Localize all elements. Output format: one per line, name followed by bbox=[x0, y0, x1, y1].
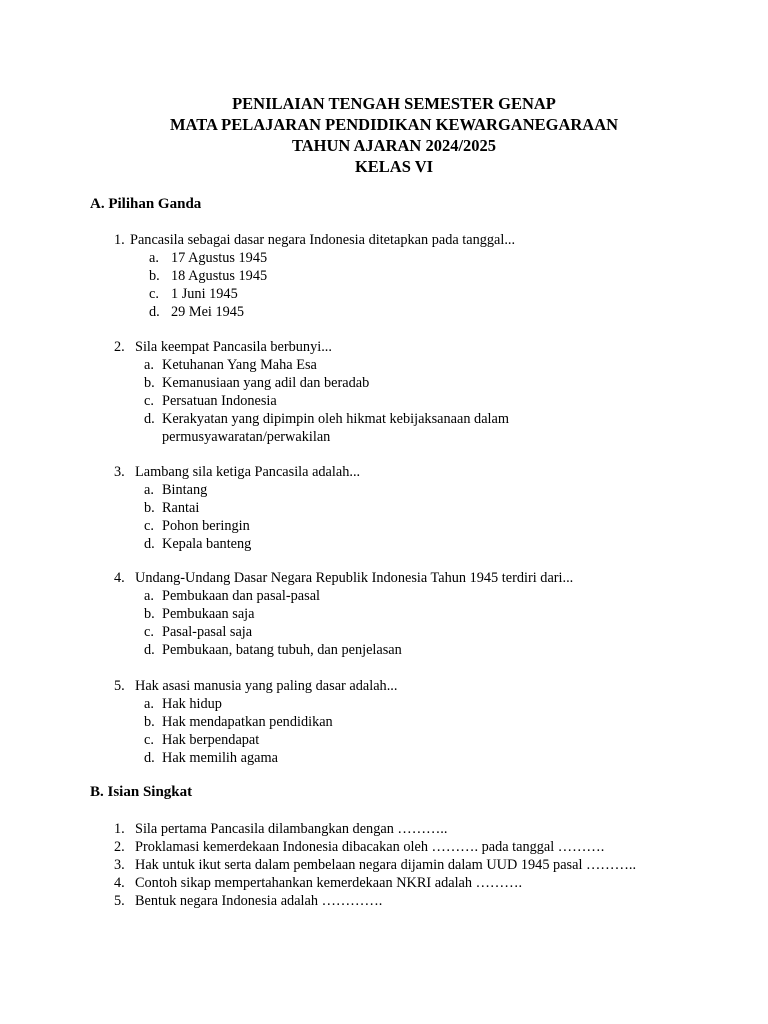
section-heading-multiple-choice: A. Pilihan Ganda bbox=[90, 196, 202, 212]
title-line-subject: MATA PELAJARAN PENDIDIKAN KEWARGANEGARAAN bbox=[169, 115, 619, 134]
document-title bbox=[0, 93, 768, 177]
option-text: Kerakyatan yang dipimpin oleh hikmat kebijaksanaan dalam permusyawaratan/perwakilan bbox=[162, 411, 509, 445]
option-text: 18 Agustus 1945 bbox=[171, 268, 268, 284]
option-letter: a. bbox=[149, 250, 159, 266]
option-letter: c. bbox=[144, 624, 154, 640]
option-c bbox=[0, 731, 768, 749]
question-number: 1. bbox=[114, 232, 125, 248]
option-a bbox=[0, 481, 768, 499]
question-number: 5. bbox=[114, 678, 125, 694]
question-text: Lambang sila ketiga Pancasila adalah... bbox=[135, 464, 361, 480]
option-b bbox=[0, 267, 768, 285]
option-c bbox=[0, 392, 768, 410]
option-b bbox=[0, 605, 768, 623]
option-d bbox=[0, 641, 768, 659]
option-c bbox=[0, 517, 768, 535]
item-text: Sila pertama Pancasila dilambangkan dengan ……….. bbox=[135, 821, 448, 837]
option-d bbox=[0, 303, 768, 321]
option-a bbox=[0, 249, 768, 267]
option-text: Bintang bbox=[162, 482, 208, 498]
option-text: Pasal-pasal saja bbox=[162, 624, 253, 640]
option-letter: a. bbox=[144, 696, 154, 712]
option-text: Hak memilih agama bbox=[162, 750, 278, 766]
item-number: 1. bbox=[114, 821, 125, 837]
option-letter: c. bbox=[149, 286, 159, 302]
option-d bbox=[0, 535, 768, 553]
option-letter: b. bbox=[149, 268, 160, 284]
option-letter: a. bbox=[144, 482, 154, 498]
short-answer-item-3 bbox=[0, 856, 768, 874]
option-letter: d. bbox=[144, 642, 155, 658]
option-letter: b. bbox=[144, 375, 155, 391]
section-heading-short-answer: B. Isian Singkat bbox=[90, 784, 193, 800]
question-number: 2. bbox=[114, 339, 125, 355]
item-text: Hak untuk ikut serta dalam pembelaan negara dijamin dalam UUD 1945 pasal ……….. bbox=[135, 857, 637, 873]
item-text: Proklamasi kemerdekaan Indonesia dibacakan oleh ………. pada tanggal ………. bbox=[135, 839, 605, 855]
option-b bbox=[0, 713, 768, 731]
option-text: Hak hidup bbox=[162, 696, 222, 712]
option-text: Pembukaan dan pasal-pasal bbox=[162, 588, 321, 604]
item-number: 3. bbox=[114, 857, 125, 873]
item-text: Bentuk negara Indonesia adalah …………. bbox=[135, 893, 383, 909]
item-number: 5. bbox=[114, 893, 125, 909]
item-number: 2. bbox=[114, 839, 125, 855]
question-text: Pancasila sebagai dasar negara Indonesia ditetapkan pada tanggal... bbox=[130, 232, 516, 248]
option-a bbox=[0, 695, 768, 713]
short-answer-item-1 bbox=[0, 820, 768, 838]
option-d bbox=[0, 749, 768, 767]
option-letter: a. bbox=[144, 357, 154, 373]
option-letter: b. bbox=[144, 714, 155, 730]
option-text: 1 Juni 1945 bbox=[171, 286, 238, 302]
question-text: Sila keempat Pancasila berbunyi... bbox=[135, 339, 332, 355]
option-letter: a. bbox=[144, 588, 154, 604]
option-c bbox=[0, 623, 768, 641]
option-letter: c. bbox=[144, 393, 154, 409]
title-line-exam: PENILAIAN TENGAH SEMESTER GENAP bbox=[232, 94, 556, 113]
question-text: Hak asasi manusia yang paling dasar adalah... bbox=[135, 678, 398, 694]
option-a bbox=[0, 587, 768, 605]
item-text: Contoh sikap mempertahankan kemerdekaan NKRI adalah ………. bbox=[135, 875, 523, 891]
option-b bbox=[0, 499, 768, 517]
option-text: Hak berpendapat bbox=[162, 732, 260, 748]
option-b bbox=[0, 374, 768, 392]
option-letter: b. bbox=[144, 606, 155, 622]
option-letter: d. bbox=[144, 536, 155, 552]
short-answer-item-2 bbox=[0, 838, 768, 856]
option-letter: d. bbox=[149, 304, 160, 320]
question-text: Undang-Undang Dasar Negara Republik Indonesia Tahun 1945 terdiri dari... bbox=[135, 570, 574, 586]
title-line-year: TAHUN AJARAN 2024/2025 bbox=[291, 136, 497, 155]
option-text: 29 Mei 1945 bbox=[171, 304, 245, 320]
option-letter: d. bbox=[144, 750, 155, 766]
option-letter: c. bbox=[144, 518, 154, 534]
short-answer-item-5 bbox=[0, 892, 768, 910]
question-number: 4. bbox=[114, 570, 125, 586]
option-text: Pembukaan, batang tubuh, dan penjelasan bbox=[162, 642, 402, 658]
option-a bbox=[0, 356, 768, 374]
title-line-class: KELAS VI bbox=[354, 157, 434, 176]
option-text: Hak mendapatkan pendidikan bbox=[162, 714, 333, 730]
option-text: 17 Agustus 1945 bbox=[171, 250, 268, 266]
option-text: Pohon beringin bbox=[162, 518, 250, 534]
option-c bbox=[0, 285, 768, 303]
option-text: Persatuan Indonesia bbox=[162, 393, 277, 409]
option-letter: d. bbox=[144, 411, 155, 427]
option-d bbox=[0, 410, 768, 446]
option-letter: c. bbox=[144, 732, 154, 748]
option-text: Ketuhanan Yang Maha Esa bbox=[162, 357, 317, 373]
option-text: Kepala banteng bbox=[162, 536, 252, 552]
question-number: 3. bbox=[114, 464, 125, 480]
option-letter: b. bbox=[144, 500, 155, 516]
option-text: Kemanusiaan yang adil dan beradab bbox=[162, 375, 370, 391]
option-text: Pembukaan saja bbox=[162, 606, 255, 622]
option-text: Rantai bbox=[162, 500, 200, 516]
item-number: 4. bbox=[114, 875, 125, 891]
short-answer-item-4 bbox=[0, 874, 768, 892]
